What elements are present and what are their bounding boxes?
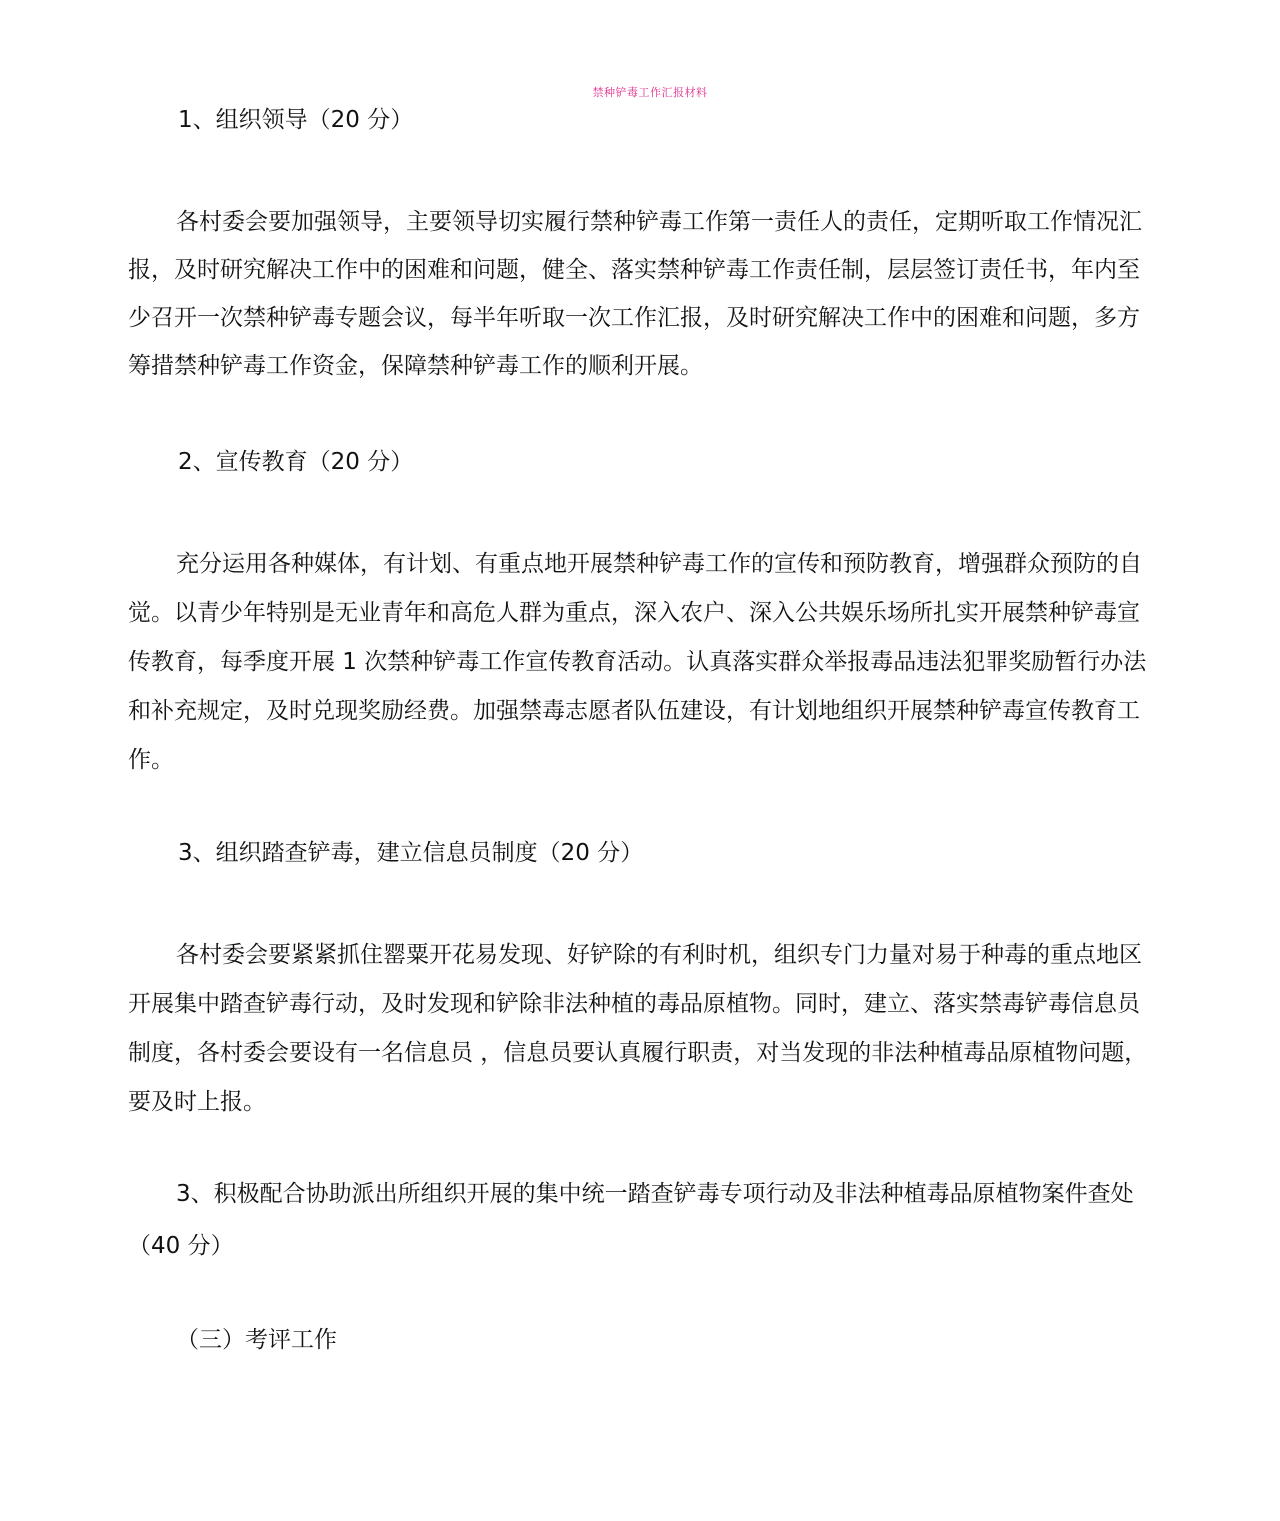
section-2-body: 充分运用各种媒体，有计划、有重点地开展禁种铲毒工作的宣传和预防教育，增强群众预防的自觉。以青少年特别是无业青年和高危人群为重点，深入农户、深入公共娱乐场所扎实开展禁种铲毒宣传教育，每季度开展 1 次禁种铲毒工作宣传教育活动。认真落实群众举报毒品违法犯罪奖励暂行办法和补充规定，及时兑现奖励经费。加强禁毒志愿者队伍建设，有计划地组织开展禁种铲毒宣传教育工作。 <box>128 551 1147 773</box>
section-3-heading: 3、组织踏查铲毒，建立信息员制度（20 分） <box>178 840 644 866</box>
header-note: 禁种铲毒工作汇报材料 <box>592 86 708 99</box>
section-3-body: 各村委会要紧紧抓住罂粟开花易发现、好铲除的有利时机，组织专门力量对易于种毒的重点地区开展集中踏查铲毒行动，及时发现和铲除非法种植的毒品原植物。同时，建立、落实禁毒铲毒信息员制度，各村委会要设有一名信息员 ，信息员要认真履行职责，对当发现的非法种植毒品原植物问题，要及时上报。 <box>128 942 1148 1115</box>
section-5-heading: （三）考评工作 <box>176 1327 337 1353</box>
section-2-heading: 2、宣传教育（20 分） <box>178 449 414 475</box>
section-1-heading: 1、组织领导（20 分） <box>178 107 414 133</box>
section-4-heading: 3、积极配合协助派出所组织开展的集中统一踏查铲毒专项行动及非法种植毒品原植物案件查处（40 分） <box>128 1181 1134 1259</box>
section-1-body: 各村委会要加强领导，主要领导切实履行禁种铲毒工作第一责任人的责任，定期听取工作情况汇报，及时研究解决工作中的困难和问题，健全、落实禁种铲毒工作责任制，层层签订责任书，年内至少召开一次禁种铲毒专题会议，每半年听取一次工作汇报，及时研究解决工作中的困难和问题，多方筹措禁种铲毒工作资金，保障禁种铲毒工作的顺利开展。 <box>128 209 1142 379</box>
